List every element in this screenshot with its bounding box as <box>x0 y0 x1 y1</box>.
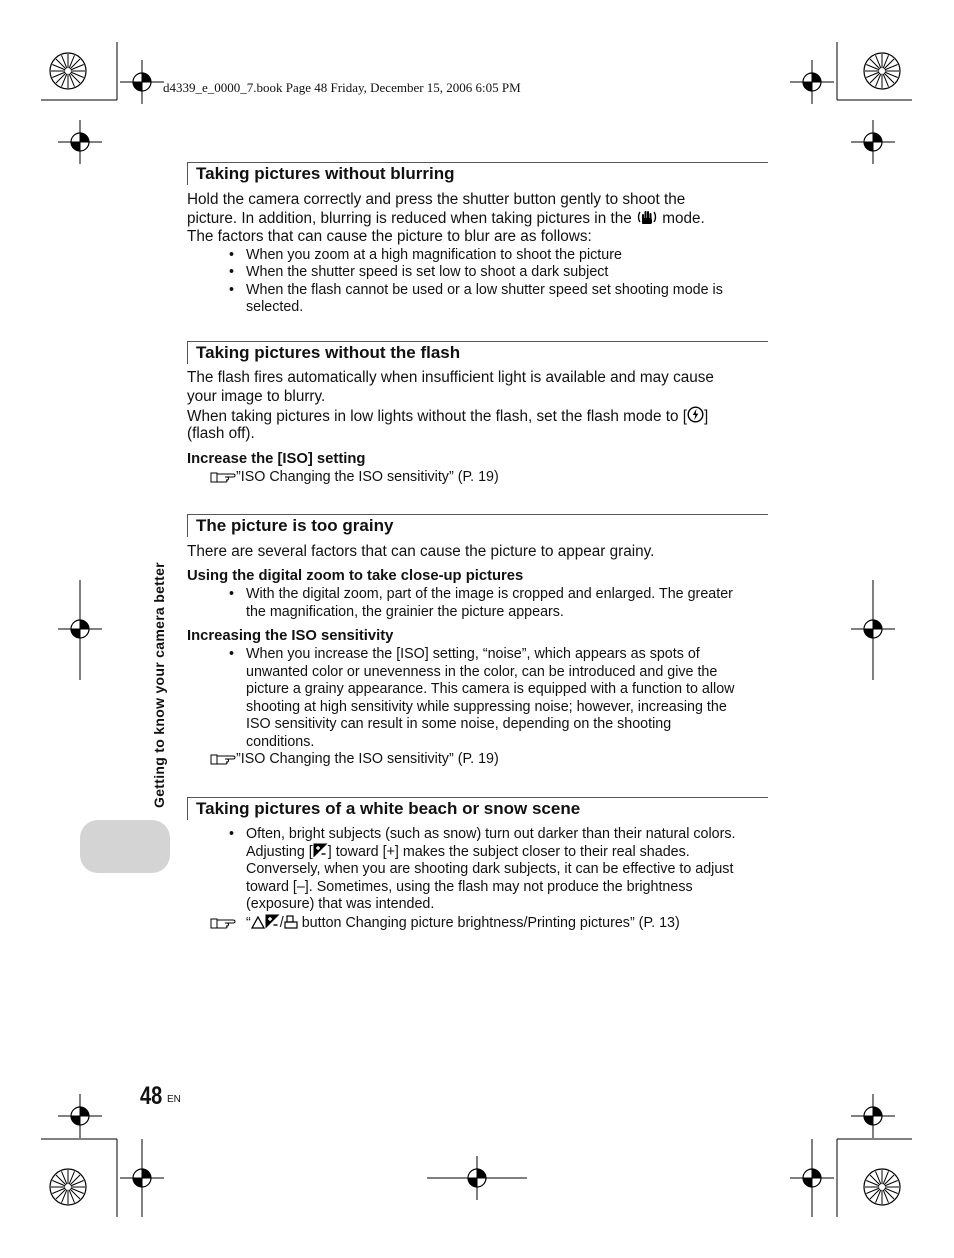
exposure-compensation-icon <box>313 843 328 858</box>
subheading: Using the digital zoom to take close-up pictures <box>187 568 524 584</box>
hand-shake-icon <box>636 209 658 225</box>
section-heading-beach <box>187 797 768 820</box>
section-heading-flash <box>187 341 768 364</box>
flash-off-icon <box>687 406 704 423</box>
section-title: Taking pictures without the flash <box>196 343 461 362</box>
page-language: EN <box>167 1094 181 1105</box>
cross-reference: ”ISO Changing the ISO sensitivity” (P. 19) <box>210 751 499 767</box>
paragraph-line: When taking pictures in low lights without the flash, set the flash mode to [ ] <box>187 408 709 425</box>
print-info-header: d4339_e_0000_7.book Page 48 Friday, December 15, 2006 6:05 PM <box>163 80 521 95</box>
cross-reference: “ / button Changing picture brightness/Printing pictures” (P. 13) <box>210 914 680 931</box>
section-heading-blur <box>187 162 768 185</box>
section-title: Taking pictures without blurring <box>196 164 455 183</box>
paragraph-line: There are several factors that can cause the picture to appear grainy. <box>187 543 655 560</box>
page-number: 48 <box>140 1082 163 1110</box>
triangle-up-icon <box>251 916 265 929</box>
cross-reference: ”ISO Changing the ISO sensitivity” (P. 19) <box>210 469 499 485</box>
subheading: Increasing the ISO sensitivity <box>187 628 394 644</box>
section-title: Taking pictures of a white beach or snow scene <box>196 799 581 818</box>
chapter-tab <box>80 820 170 873</box>
paragraph-line: (flash off). <box>187 425 255 442</box>
section-heading-grainy <box>187 514 768 537</box>
paragraph-line: picture. In addition, blurring is reduced when taking pictures in the mode. <box>187 210 705 227</box>
paragraph-line: your image to blurry. <box>187 388 326 405</box>
slash-separator: / <box>279 915 284 931</box>
paragraph-line: The flash fires automatically when insufficient light is available and may cause <box>187 369 714 386</box>
chapter-title-vertical: Getting to know your camera better <box>151 562 167 808</box>
paragraph-line: Hold the camera correctly and press the shutter button gently to shoot the <box>187 191 686 208</box>
exposure-compensation-icon <box>265 914 280 929</box>
print-icon <box>284 915 298 929</box>
pointing-hand-icon <box>210 469 236 483</box>
paragraph-line: The factors that can cause the picture to blur are as follows: <box>187 228 592 245</box>
subheading: Increase the [ISO] setting <box>187 451 366 467</box>
pointing-hand-icon <box>210 915 236 929</box>
section-title: The picture is too grainy <box>196 516 394 535</box>
pointing-hand-icon <box>210 751 236 765</box>
